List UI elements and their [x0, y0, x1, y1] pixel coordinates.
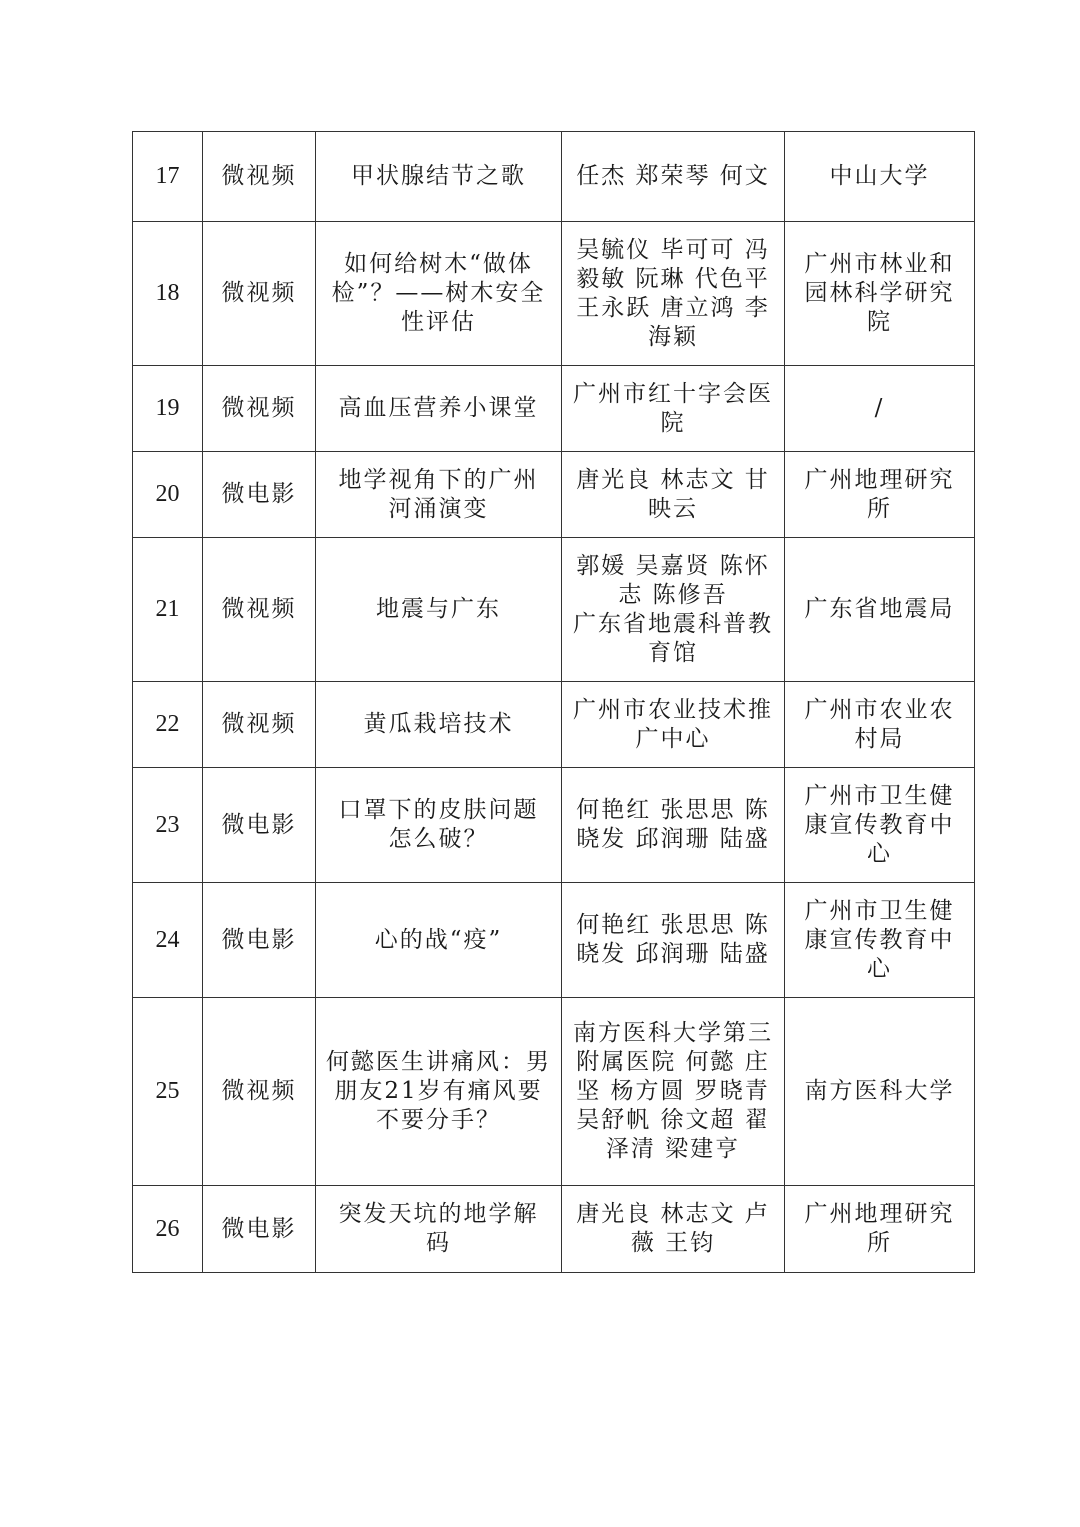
cell-title-line: 地学视角下的广州	[338, 466, 539, 493]
cell-unit-line: 广州地理研究	[804, 466, 955, 493]
cell-authors	[562, 366, 785, 452]
cell-unit	[785, 682, 975, 768]
cell-title-line: 甲状腺结节之歌	[351, 163, 526, 189]
cell-authors-line: 晓发 邱润珊 陆盛	[576, 826, 770, 852]
cell-title-line: 如何给树木“做体	[344, 251, 533, 277]
cell-unit	[785, 883, 975, 998]
cell-unit-line: 园林科学研究	[804, 280, 955, 306]
cell-unit-line: 广州市卫生健	[804, 782, 955, 809]
cell-title-line: 怎么破？	[388, 826, 489, 852]
cell-title-line: 心的战“疫”	[374, 926, 503, 953]
table-row	[133, 222, 975, 366]
cell-unit-line: 所	[867, 495, 892, 522]
cell-type: 微视频	[203, 366, 316, 452]
cell-title-line: 口罩下的皮肤问题	[338, 797, 539, 823]
cell-authors-line: 广州市农业技术推	[573, 696, 773, 723]
cell-authors-line: 附属医院 何懿 庄	[576, 1049, 770, 1075]
cell-authors-line: 广州市红十字会医	[573, 380, 773, 407]
cell-authors-line: 广中心	[635, 725, 711, 752]
cell-authors	[562, 452, 785, 538]
cell-unit-line: 广州市农业农	[804, 696, 955, 723]
cell-type: 微视频	[203, 538, 316, 682]
cell-number: 20	[133, 452, 203, 538]
cell-unit-line: 广州市林业和	[804, 251, 955, 277]
cell-type: 微视频	[203, 998, 316, 1186]
cell-title	[316, 132, 562, 222]
cell-unit-line: 康宣传教育中	[804, 811, 955, 838]
cell-unit-line: 院	[867, 309, 892, 335]
cell-authors	[562, 883, 785, 998]
cell-title-line: 突发天坑的地学解	[338, 1201, 539, 1227]
cell-unit	[785, 132, 975, 222]
cell-type: 微电影	[203, 883, 316, 998]
cell-title	[316, 883, 562, 998]
table-row	[133, 998, 975, 1186]
cell-title-line: 河涌演变	[388, 495, 489, 522]
cell-number: 18	[133, 222, 203, 366]
cell-authors-line: 薇 王钧	[630, 1230, 716, 1256]
cell-title-line: 码	[426, 1230, 451, 1256]
cell-title	[316, 366, 562, 452]
cell-authors	[562, 998, 785, 1186]
cell-authors	[562, 132, 785, 222]
table-row	[133, 768, 975, 883]
cell-authors	[562, 222, 785, 366]
cell-unit	[785, 998, 975, 1186]
cell-authors-line: 任杰 郑荣琴 何文	[576, 163, 770, 189]
cell-unit-line: 广东省地震局	[804, 596, 955, 622]
cell-title-line: 性评估	[401, 309, 476, 335]
cell-authors-line: 唐光良 林志文 甘	[576, 466, 770, 493]
cell-title	[316, 998, 562, 1186]
cell-title	[316, 452, 562, 538]
table-row	[133, 366, 975, 452]
cell-unit-line: 康宣传教育中	[804, 926, 955, 953]
cell-title-line: 黄瓜栽培技术	[363, 711, 514, 737]
cell-authors-line: 郭媛 吴嘉贤 陈怀	[576, 552, 770, 579]
cell-number: 24	[133, 883, 203, 998]
cell-title-line: 何懿医生讲痛风：男	[326, 1049, 551, 1075]
cell-unit-line: 村局	[854, 725, 905, 752]
cell-type: 微视频	[203, 682, 316, 768]
cell-unit	[785, 222, 975, 366]
cell-unit	[785, 1186, 975, 1273]
table-body	[133, 132, 975, 1273]
cell-title	[316, 682, 562, 768]
cell-title	[316, 1186, 562, 1273]
cell-title-line: 高血压营养小课堂	[338, 395, 539, 421]
cell-authors-line: 泽清 梁建亨	[605, 1136, 741, 1162]
cell-authors-line: 唐光良 林志文 卢	[576, 1201, 770, 1227]
cell-title-line: 地震与广东	[376, 596, 501, 622]
table-row	[133, 538, 975, 682]
cell-authors	[562, 682, 785, 768]
cell-type: 微视频	[203, 222, 316, 366]
cell-type: 微电影	[203, 768, 316, 883]
cell-unit-line: 心	[867, 955, 892, 982]
cell-unit-line: 心	[867, 840, 892, 867]
table-row	[133, 132, 975, 222]
cell-title-line: 朋友21岁有痛风要	[334, 1078, 543, 1104]
cell-type: 微电影	[203, 1186, 316, 1273]
table-row	[133, 682, 975, 768]
cell-unit	[785, 366, 975, 452]
cell-authors-line: 映云	[648, 495, 698, 522]
cell-authors-line: 育馆	[648, 639, 698, 666]
table-row	[133, 1186, 975, 1273]
cell-authors	[562, 1186, 785, 1273]
cell-unit-line: 广州地理研究	[804, 1201, 955, 1227]
cell-unit	[785, 452, 975, 538]
cell-authors	[562, 768, 785, 883]
cell-type: 微视频	[203, 132, 316, 222]
cell-authors-line: 吴舒帆 徐文超 翟	[576, 1107, 770, 1133]
cell-number: 25	[133, 998, 203, 1186]
cell-unit	[785, 538, 975, 682]
cell-unit	[785, 768, 975, 883]
table-row	[133, 883, 975, 998]
cell-authors-line: 何艳红 张思思 陈	[576, 912, 770, 938]
cell-title	[316, 538, 562, 682]
cell-number: 23	[133, 768, 203, 883]
cell-authors-line: 毅敏 阮琳 代色平	[576, 265, 770, 292]
cell-authors-line: 晓发 邱润珊 陆盛	[576, 941, 770, 967]
cell-number: 22	[133, 682, 203, 768]
cell-number: 26	[133, 1186, 203, 1273]
cell-authors-line: 院	[660, 409, 686, 436]
cell-title-line: 不要分手？	[376, 1107, 501, 1133]
cell-type: 微电影	[203, 452, 316, 538]
cell-unit-line: /	[874, 395, 885, 421]
cell-title-line: 检”？——树木安全	[331, 280, 546, 306]
cell-authors-line: 坚 杨方圆 罗晓青	[576, 1078, 770, 1104]
cell-authors-line: 南方医科大学第三	[573, 1020, 773, 1046]
cell-number: 17	[133, 132, 203, 222]
cell-title	[316, 222, 562, 366]
table-row	[133, 452, 975, 538]
cell-authors-line: 王永跃 唐立鸿 李	[576, 294, 770, 321]
cell-authors-line: 吴毓仪 毕可可 冯	[576, 236, 770, 263]
cell-authors-line: 志 陈修吾	[618, 581, 728, 608]
cell-number: 21	[133, 538, 203, 682]
cell-authors-line: 海颖	[648, 323, 698, 350]
cell-authors-line: 广东省地震科普教	[573, 610, 773, 637]
cell-authors	[562, 538, 785, 682]
cell-title	[316, 768, 562, 883]
cell-unit-line: 广州市卫生健	[804, 897, 955, 924]
award-list-table	[132, 131, 975, 1273]
cell-unit-line: 所	[867, 1230, 892, 1256]
cell-unit-line: 南方医科大学	[804, 1078, 955, 1104]
cell-number: 19	[133, 366, 203, 452]
cell-unit-line: 中山大学	[829, 163, 930, 189]
cell-authors-line: 何艳红 张思思 陈	[576, 797, 770, 823]
